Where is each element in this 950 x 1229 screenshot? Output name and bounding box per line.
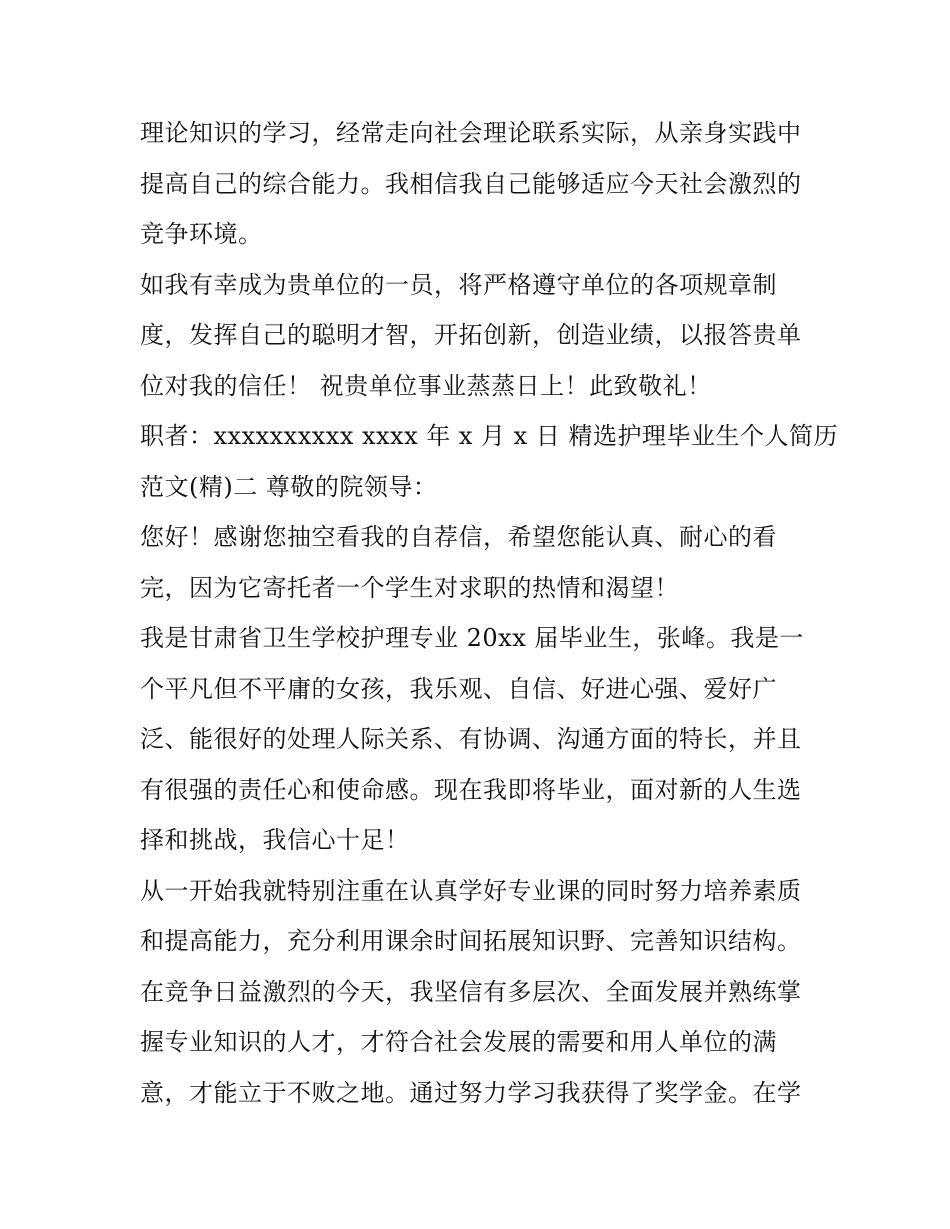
text-line: 范文(精)二 尊敬的院领导： (140, 472, 438, 501)
text-line: 从一开始我就特别注重在认真学好专业课的同时努力培养素质 (140, 876, 802, 905)
text-line: 完，因为它寄托者一个学生对求职的热情和渴望！ (140, 573, 679, 602)
text-line: 意，才能立于不败之地。通过努力学习我获得了奖学金。在学 (140, 1078, 802, 1107)
text-line: 我是甘肃省卫生学校护理专业 20xx 届毕业生，张峰。我是一 (140, 624, 804, 652)
text-line: 竞争环境。 (140, 220, 263, 248)
text-line: 职者：xxxxxxxxxx xxxx 年 x 月 x 日 精选护理毕业生个人简历 (140, 422, 838, 450)
text-line: 在竞争日益激烈的今天，我坚信有多层次、全面发展并熟练掌 (140, 977, 802, 1006)
text-line: 提高自己的综合能力。我相信我自己能够适应今天社会激烈的 (140, 169, 802, 198)
text-line: 个平凡但不平庸的女孩，我乐观、自信、好进心强、爱好广 (140, 674, 777, 703)
text-line: 您好！感谢您抽空看我的自荐信，希望您能认真、耐心的看 (140, 523, 777, 551)
text-line: 有很强的责任心和使命感。现在我即将毕业，面对新的人生选 (140, 775, 802, 804)
text-line: 泛、能很好的处理人际关系、有协调、沟通方面的特长，并且 (140, 725, 802, 753)
text-line: 位对我的信任！ 祝贵单位事业蒸蒸日上！此致敬礼！ (140, 371, 712, 400)
text-line: 理论知识的学习，经常走向社会理论联系实际，从亲身实践中 (140, 119, 802, 147)
text-line: 和提高能力，充分利用课余时间拓展知识野、完善知识结构。 (140, 927, 802, 955)
text-line: 度，发挥自己的聪明才智，开拓创新，创造业绩，以报答贵单 (140, 321, 802, 349)
document-body (140, 108, 838, 1118)
text-line: 择和挑战，我信心十足！ (140, 826, 410, 854)
text-line: 如我有幸成为贵单位的一员，将严格遵守单位的各项规章制 (140, 270, 777, 299)
text-line: 握专业知识的人才，才符合社会发展的需要和用人单位的满 (140, 1028, 777, 1056)
